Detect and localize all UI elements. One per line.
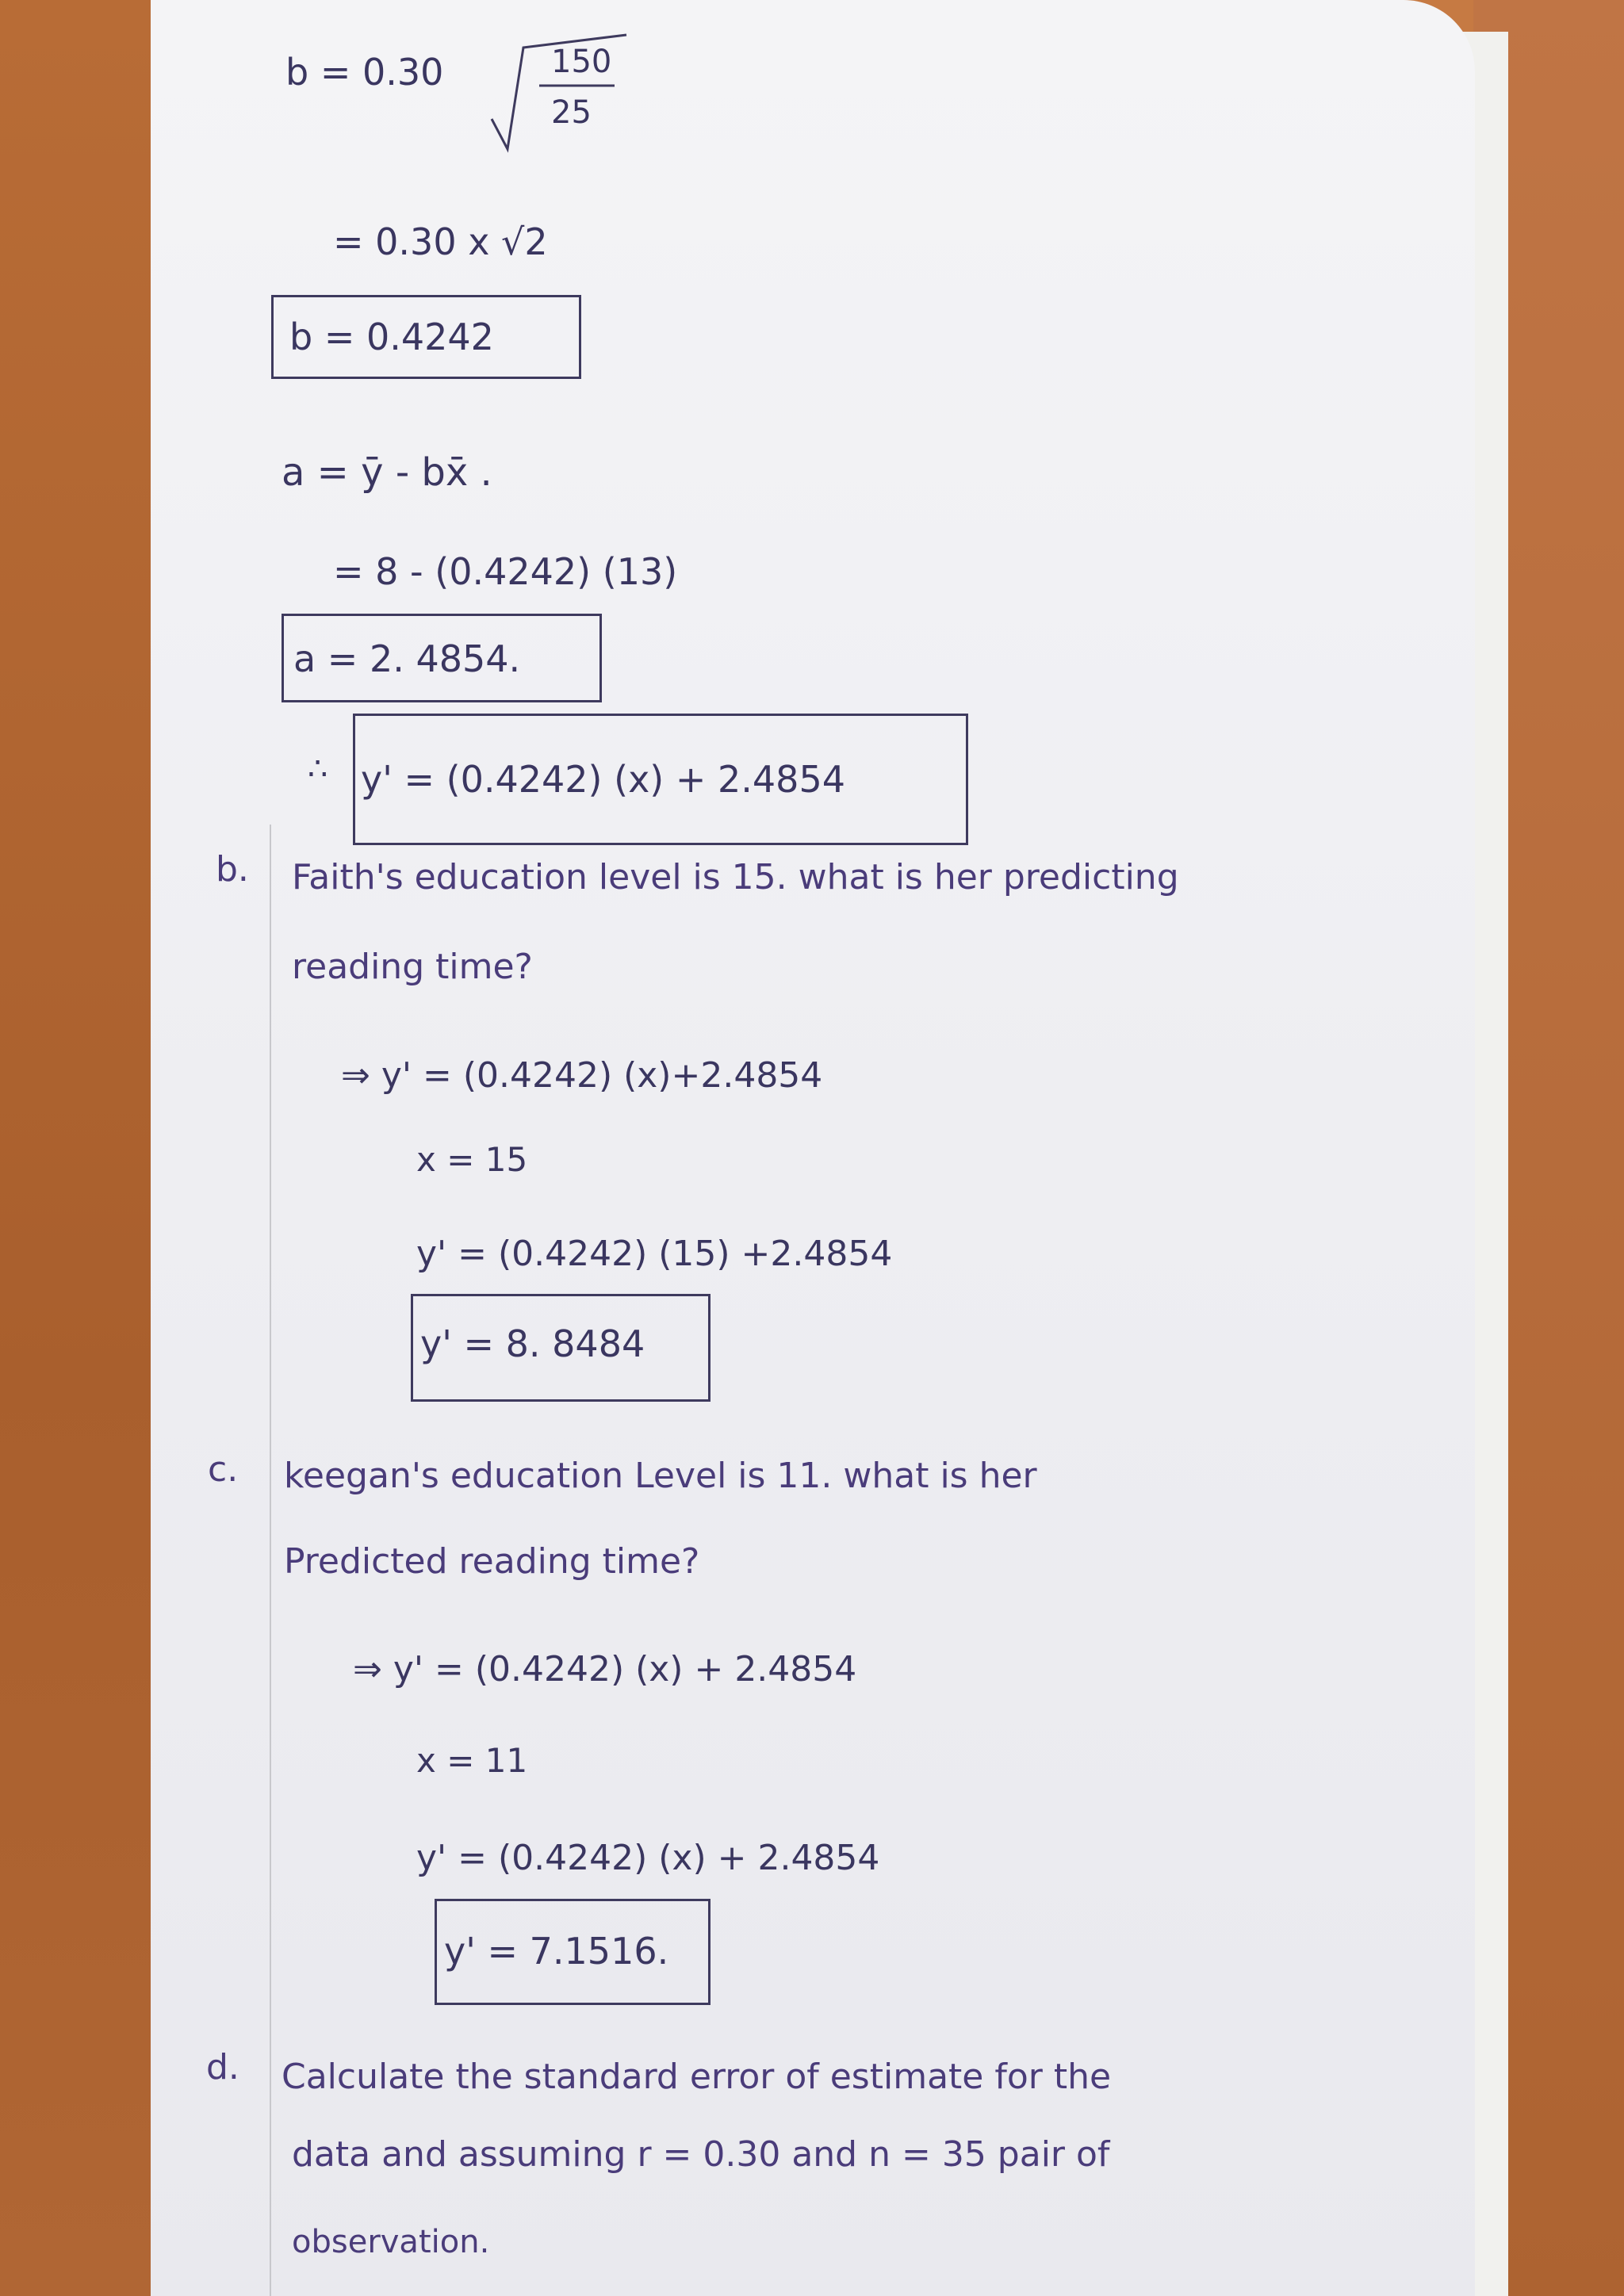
part-c-substitution: y' = (0.4242) (x) + 2.4854 [416,1838,880,1878]
part-b-equation: ⇒ y' = (0.4242) (x)+2.4854 [341,1055,823,1096]
part-b-question-line2: reading time? [292,947,533,987]
b-denominator: 25 [551,94,592,131]
background-left [0,0,151,2296]
part-b-result: y' = 8. 8484 [420,1322,645,1365]
part-c-question-line2: Predicted reading time? [284,1541,700,1582]
a-substitution: = 8 - (0.4242) (13) [333,550,678,593]
part-c-label: c. [208,1449,239,1490]
part-c-x-value: x = 11 [416,1741,528,1780]
b-numerator: 150 [551,44,612,80]
b-formula: b = 0.30 [285,51,444,94]
notebook-page [151,0,1475,2296]
therefore-symbol: ∴ [308,751,328,787]
part-d-question-line3: observation. [292,2224,490,2260]
b-result: b = 0.4242 [289,316,494,358]
part-b-x-value: x = 15 [416,1140,528,1179]
part-b-label: b. [216,849,249,890]
part-c-question-line1: keegan's education Level is 11. what is her [284,1456,1037,1496]
part-c-equation: ⇒ y' = (0.4242) (x) + 2.4854 [353,1649,857,1689]
part-b-question-line1: Faith's education level is 15. what is her predicting [292,857,1179,897]
b-simplified: = 0.30 x √2 [333,220,548,263]
a-formula: a = ȳ - bx̄ . [282,450,492,495]
part-b-substitution: y' = (0.4242) (15) +2.4854 [416,1234,893,1274]
a-result: a = 2. 4854. [293,637,521,680]
part-d-label: d. [206,2047,239,2087]
regression-equation: y' = (0.4242) (x) + 2.4854 [361,758,845,801]
part-d-question-line2: data and assuming r = 0.30 and n = 35 pair of [292,2134,1110,2175]
part-d-question-line1: Calculate the standard error of estimate for the [282,2057,1112,2097]
part-c-result: y' = 7.1516. [444,1930,669,1973]
